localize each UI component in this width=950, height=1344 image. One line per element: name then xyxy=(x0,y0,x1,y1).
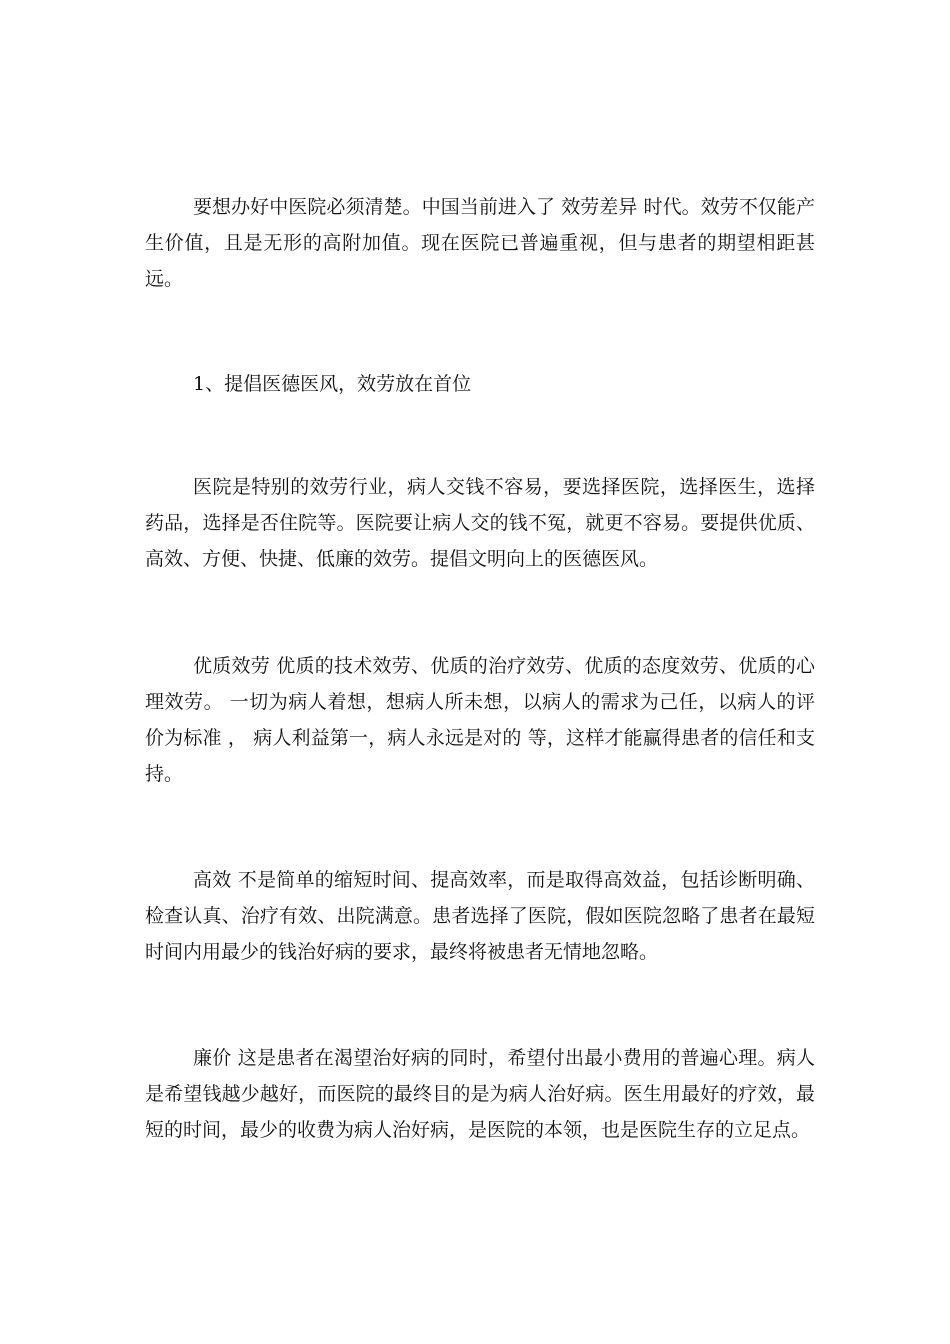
paragraph-quality-service: 优质效劳 优质的技术效劳、优质的治疗效劳、优质的态度效劳、优质的心理效劳。 一切为病人着想，想病人所未想，以病人的需求为己任，以病人的评价为标准 ， 病人利益第一，病人永远是对的 等，这样才能赢得患者的信任和支持。 xyxy=(145,655,815,785)
section-heading-1: 1、提倡医德医风，效劳放在首位 xyxy=(193,373,472,395)
paragraph-low-cost: 廉价 这是患者在渴望治好病的同时，希望付出最小费用的普遍心理。病人是希望钱越少越好，而医院的最终目的是为病人治好病。医生用最好的疗效，最短的时间，最少的收费为病人治好病，是医院的本领，也是医院生存的立足点。 xyxy=(145,1047,815,1141)
paragraph-service-industry: 医院是特别的效劳行业，病人交钱不容易，要选择医院，选择医生，选择药品，选择是否住院等。医院要让病人交的钱不冤，就更不容易。要提供优质、高效、方便、快捷、低廉的效劳。提倡文明向上的医德医风。 xyxy=(145,476,815,570)
paragraph-intro: 要想办好中医院必须清楚。中国当前进入了 效劳差异 时代。效劳不仅能产生价值，且是无形的高附加值。现在医院已普遍重视，但与患者的期望相距甚远。 xyxy=(145,196,815,290)
paragraph-efficiency: 高效 不是简单的缩短时间、提高效率，而是取得高效益，包括诊断明确、检查认真、治疗有效、出院满意。患者选择了医院，假如医院忽略了患者在最短时间内用最少的钱治好病的要求，最终将被患者无情地忽略。 xyxy=(145,869,815,963)
